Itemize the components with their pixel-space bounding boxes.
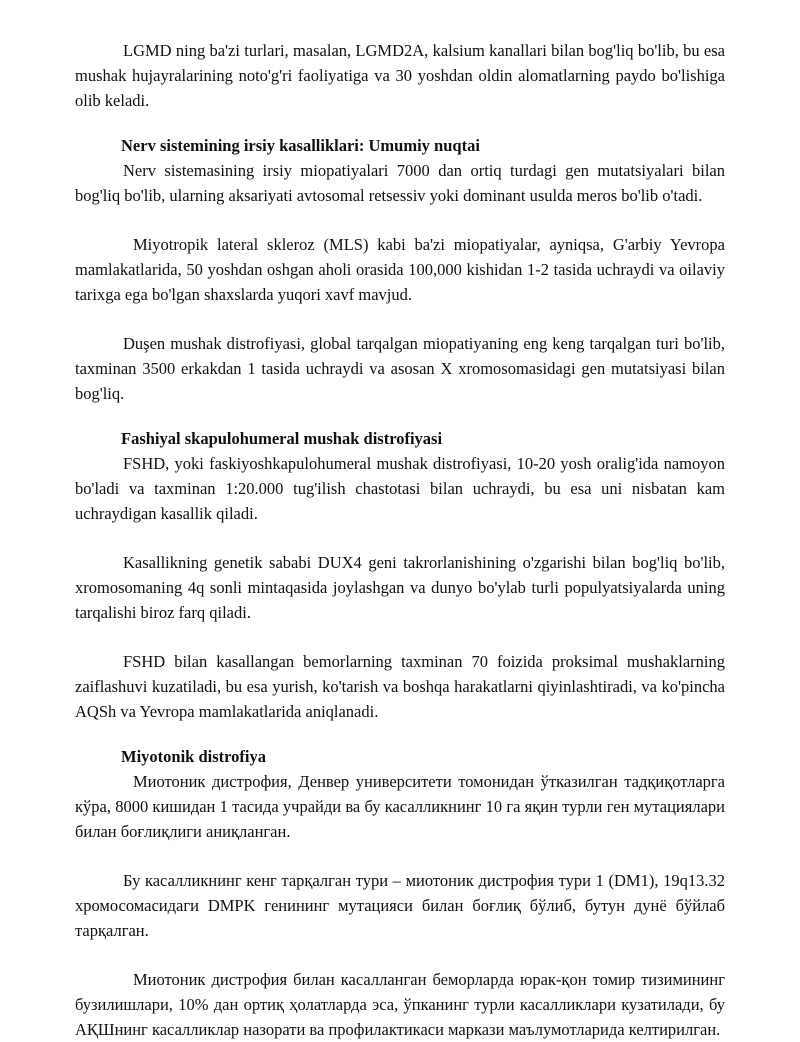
paragraph-fshd-70: FSHD bilan kasallangan bemorlarning taxminan 70 foizida proksimal mushaklarning zaiflashuvi kuzatiladi, bu esa yurish, ko'tarish va boshqa harakatlarni qiyinlashtiradi, va ko'pincha AQSh va Yevropa mamlakatlarida aniqlanadi.: [75, 652, 725, 721]
heading-miyotonik: Miyotonik distrofiya: [121, 747, 266, 766]
paragraph-dux4: Kasallikning genetik sababi DUX4 geni takrorlanishining o'zgarishi bilan bog'liq bo'lib, xromosomaning 4q sonli mintaqasida joylashgan va dunyo bo'ylab turli populyatsiyalarda uning tarqalishi biroz farq qiladi.: [75, 553, 725, 622]
paragraph-mls: Miyotropik lateral skleroz (MLS) kabi ba'zi miopatiyalar, ayniqsa, G'arbiy Yevropa mamlakatlarida, 50 yoshdan oshgan aholi orasida 100,000 kishidan 1-2 tasida uchraydi va oilaviy tarixga ega bo'lgan shaxslarda yuqori xavf mavjud.: [75, 235, 725, 304]
paragraph-lgmd: LGMD ning ba'zi turlari, masalan, LGMD2A, kalsium kanallari bilan bog'liq bo'lib, bu esa mushak hujayralarining noto'g'ri faoliyatiga va 30 yoshdan oldin alomatlarning paydo bo'lishiga olib keladi.: [75, 41, 725, 110]
heading-nerv-sistemining: Nerv sistemining irsiy kasalliklari: Umumiy nuqtai: [121, 136, 480, 155]
paragraph-yurak: Миотоник дистрофия билан касалланган беморларда юрак-қон томир тизимининг бузилишлари, 10% дан ортиқ ҳолатларда эса, ўпканинг турли касалликлари кузатилади, бу АҚШнинг касалликлар назорати ва профилактикаси маркази маълумотларида келтирилган.: [75, 970, 725, 1039]
paragraph-fshd-intro: FSHD, yoki faskiyoshkapulohumeral mushak distrofiyasi, 10-20 yosh oralig'ida namoyon bo'ladi va taxminan 1:20.000 tug'ilish chastotasi bilan uchraydi, bu esa uni nisbatan kam uchraydigan kasallik qiladi.: [75, 454, 725, 523]
paragraph-dm1: Бу касалликнинг кенг тарқалган тури – миотоник дистрофия тури 1 (DM1), 19q13.32 хромосомасидаги DMPK генининг мутацияси билан боғлиқ бўлиб, бутун дунё бўйлаб тарқалган.: [75, 871, 725, 940]
paragraph-dushen: Duşen mushak distrofiyasi, global tarqalgan miopatiyaning eng keng tarqalgan turi bo'lib, taxminan 3500 erkakdan 1 tasida uchraydi va asosan X xromosomasidagi gen mutatsiyasi bilan bog'liq.: [75, 334, 725, 403]
heading-fshd: Fashiyal skapulohumeral mushak distrofiyasi: [121, 429, 443, 448]
document-page: [75, 38, 725, 1042]
paragraph-nerv-miopatiyalari: Nerv sistemasining irsiy miopatiyalari 7000 dan ortiq turdagi gen mutatsiyalari bilan bog'liq bo'lib, ularning aksariyati avtosomal retsessiv yoki dominant usulda meros bo'lib o'tadi.: [75, 161, 725, 205]
paragraph-miotonik-denver: Миотоник дистрофия, Денвер университети томонидан ўтказилган тадқиқотларга кўра, 8000 кишидан 1 тасида учрайди ва бу касалликнинг 10 га яқин турли ген мутациялари билан боғлиқлиги аниқланган.: [75, 772, 725, 841]
